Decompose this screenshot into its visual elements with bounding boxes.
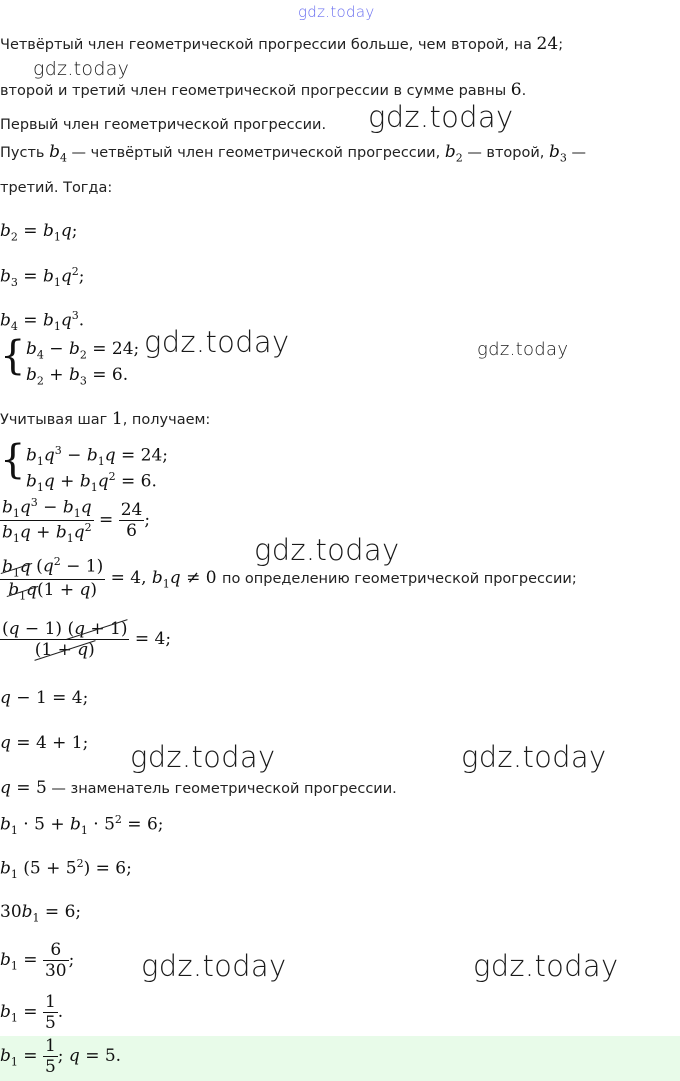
system-eq-2: $b_2 + b_3 = 6$. — [26, 365, 129, 388]
watermark: gdz.today — [33, 58, 130, 80]
fraction-eq-3: $\frac{(q - 1) (q + 1)}{(1 + q)}$ = 4; — [2, 619, 172, 660]
equation-b1-3: $30b_1 = 6$; — [0, 902, 82, 925]
watermark: gdz.today — [473, 949, 619, 983]
watermark: gdz.today — [141, 949, 287, 983]
system-eq-4: $b_1q + b_1q^2 = 6$. — [26, 470, 157, 495]
solution-intro-2: третий. Тогда: — [0, 180, 113, 196]
fraction-eq-1: $\frac{b_1q^3 - b_1q}{b_1q + b_1q^2}$ = $\frac{24}{6}$ ; — [2, 496, 151, 546]
system-eq-1: $b_4 - b_2 = 24$; — [26, 339, 140, 362]
equation-b3: $b_3 = b_1q^2$; — [0, 265, 85, 290]
solution-intro: Пусть $b_4$ — четвёртый член геометрической прогрессии, $b_2$ — второй, $b_3$ — — [0, 142, 587, 165]
step-text: Учитывая шаг 1, получаем: — [0, 409, 211, 429]
watermark: gdz.today — [144, 325, 290, 359]
equation-q-3: q = 5 — знаменатель геометрической прогрессии. — [0, 778, 397, 798]
equation-b2: $b_2 = b_1q$; — [0, 221, 78, 244]
problem-line-2: второй и третий член геометрической прогрессии в сумме равны 6. — [0, 80, 527, 100]
system-brace: { — [0, 333, 26, 379]
system-brace: { — [0, 437, 26, 483]
equation-q-1: q − 1 = 4; — [0, 688, 89, 708]
system-eq-3: $b_1q^3 - b_1q = 24$; — [26, 444, 169, 469]
problem-line-3: Первый член геометрической прогрессии. — [0, 117, 327, 133]
problem-line-1: Четвёртый член геометрической прогрессии больше, чем второй, на 24; — [0, 34, 564, 54]
watermark: gdz.today — [130, 740, 276, 774]
equation-b4: $b_4 = b_1q^3$. — [0, 309, 85, 334]
equation-b1-1: $b_1 \cdot 5 + b_1 \cdot 5^2 = 6$; — [0, 813, 164, 838]
watermark: gdz.today — [368, 100, 514, 134]
watermark-top: gdz.today — [298, 3, 375, 21]
answer: $b_1$ = $\frac{1}{5}$ ; q = 5. — [0, 1036, 122, 1077]
equation-b1-4: $b_1$ = $\frac{6}{30}$ ; — [0, 940, 75, 981]
equation-q-2: q = 4 + 1; — [0, 733, 89, 753]
watermark: gdz.today — [461, 740, 607, 774]
watermark: gdz.today — [477, 339, 569, 360]
watermark: gdz.today — [254, 533, 400, 567]
equation-b1-2: $b_1$ $(5 + 5^2) = 6$; — [0, 857, 132, 882]
fraction-eq-2: $\frac{b_1q (q^2 - 1)}{b_1q(1 + q)}$ = 4, $b_1q \ne 0$ по определению геометрической прогрессии; — [2, 555, 577, 603]
equation-b1-5: $b_1$ = $\frac{1}{5}$ . — [0, 992, 64, 1033]
